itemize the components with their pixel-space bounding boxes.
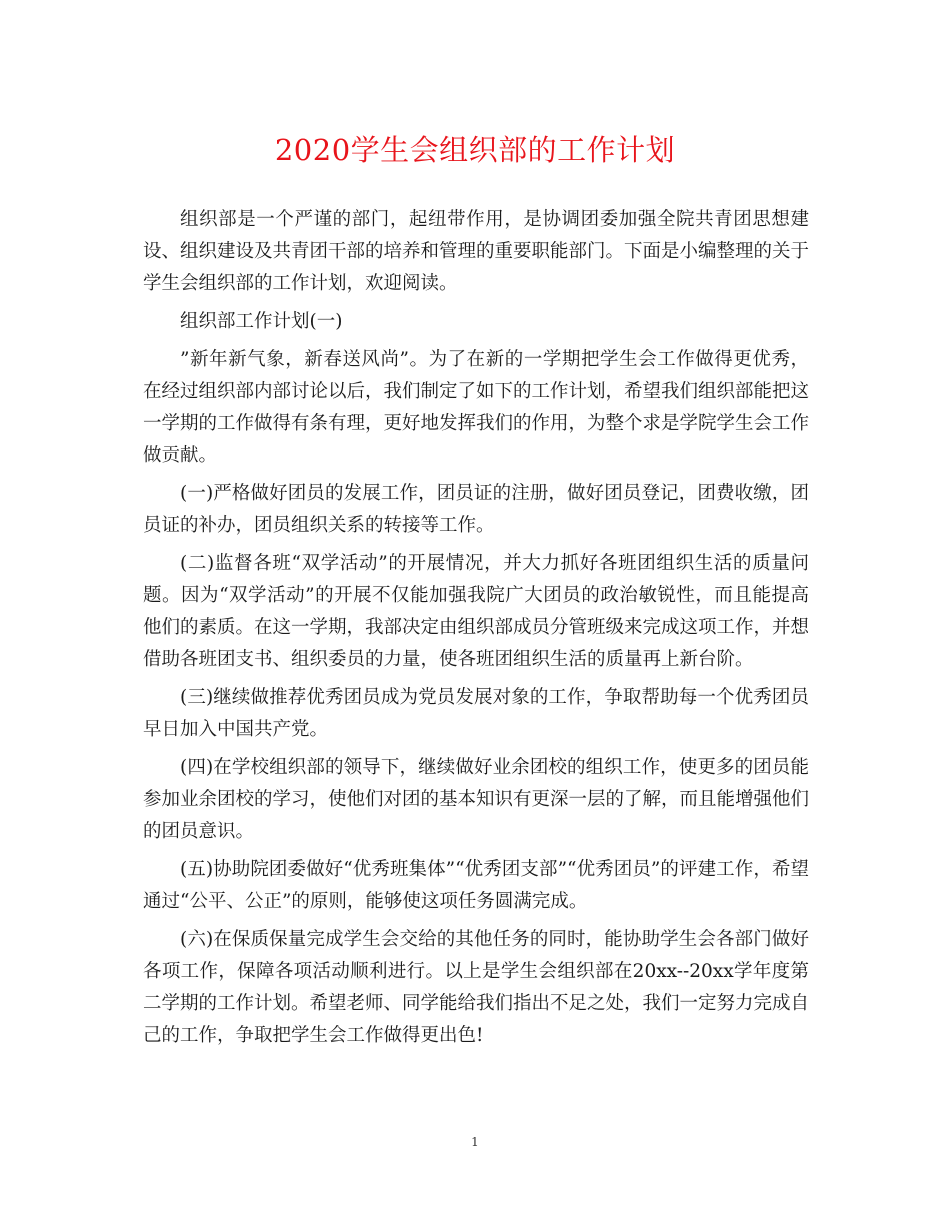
paragraph-item-4: (四)在学校组织部的领导下，继续做好业余团校的组织工作，使更多的团员能参加业余团校的学习，使他们对团的基本知识有更深一层的了解，而且能增强他们的团员意识。 [143, 757, 810, 842]
paragraph-item-3: (三)继续做推荐优秀团员成为党员发展对象的工作，争取帮助每一个优秀团员早日加入中国共产党。 [143, 687, 809, 740]
section-heading: 组织部工作计划(一) [180, 311, 343, 332]
paragraph-item-2: (二)监督各班“双学活动”的开展情况，并大力抓好各班团组织生活的质量问题。因为“双学活动”的开展不仅能加强我院广大团员的政治敏锐性，而且能提高他们的素质。在这一学期，我部决定由组织部成员分管班级来完成这项工作，并想借助各班团支书、组织委员的力量，使各班团组织生活的质量再上新台阶。 [143, 553, 810, 670]
paragraph-item-1: (一)严格做好团员的发展工作，团员证的注册，做好团员登记，团费收缴，团员证的补办，团员组织关系的转接等工作。 [143, 483, 809, 536]
paragraph-item-6: (六)在保质保量完成学生会交给的其他任务的同时，能协助学生会各部门做好各项工作，保障各项活动顺利进行。以上是学生会组织部在20xx--20xx学年度第二学期的工作计划。希望老师、同学能给我们指出不足之处，我们一定努力完成自己的工作，争取把学生会工作做得更出色! [143, 929, 810, 1046]
paragraph-item-5: (五)协助院团委做好“优秀班集体”“优秀团支部”“优秀团员”的评建工作，希望通过“公平、公正”的原则，能够使这项任务圆满完成。 [143, 859, 809, 912]
document-body [143, 204, 809, 1058]
paragraph-preface: ”新年新气象，新春送风尚”。为了在新的一学期把学生会工作做得更优秀，在经过组织部内部讨论以后，我们制定了如下的工作计划，希望我们组织部能把这一学期的工作做得有条有理，更好地发挥我们的作用，为整个求是学院学生会工作做贡献。 [143, 349, 810, 466]
document-title: 2020学生会组织部的工作计划 [274, 133, 676, 167]
paragraph-intro: 组织部是一个严谨的部门，起纽带作用，是协调团委加强全院共青团思想建设、组织建设及共青团干部的培养和管理的重要职能部门。下面是小编整理的关于学生会组织部的工作计划，欢迎阅读。 [143, 209, 810, 294]
page-number: 1 [471, 1135, 479, 1149]
